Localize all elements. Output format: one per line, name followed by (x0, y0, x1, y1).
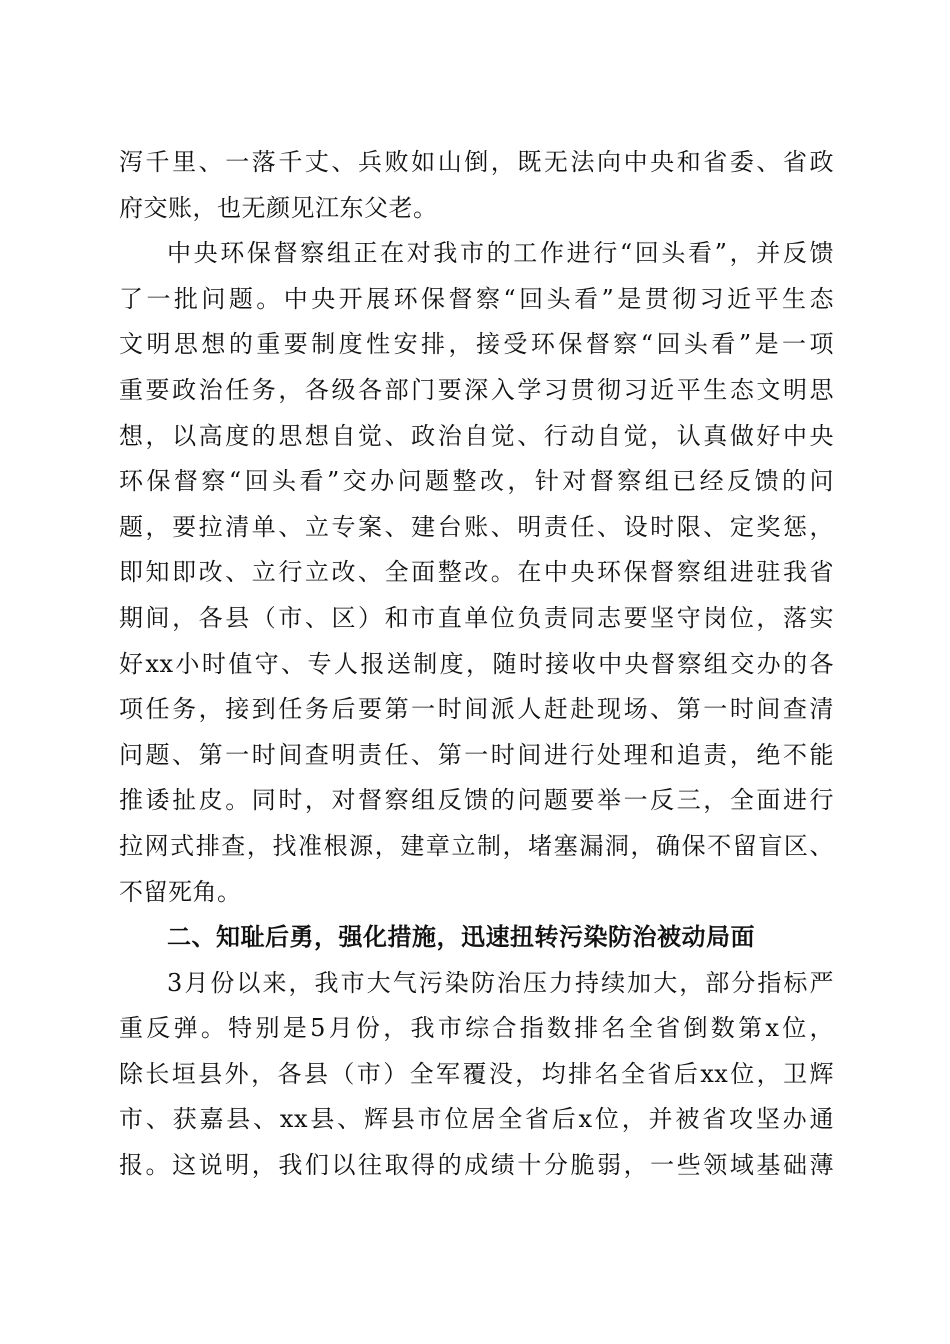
text-line: 市、获嘉县、xx县、辉县市位居全省后x位，并被省攻坚办通 (119, 1105, 834, 1134)
text-line: 不留死角。 (119, 877, 242, 906)
text-line: 拉网式排查，找准根源，建章立制，堵塞漏洞，确保不留盲区、 (119, 831, 834, 860)
text-line: 府交账，也无颜见江东父老。 (119, 193, 438, 222)
document-body (119, 140, 834, 1189)
text-line: 除长垣县外，各县（市）全军覆没，均排名全省后xx位，卫辉 (119, 1059, 834, 1088)
text-line: 重反弹。特别是5月份，我市综合指数排名全省倒数第x位， (119, 1014, 834, 1043)
text-line: 推诿扯皮。同时，对督察组反馈的问题要举一反三，全面进行 (119, 786, 834, 815)
paragraph (119, 231, 834, 915)
text-line: 想，以高度的思想自觉、政治自觉、行动自觉，认真做好中央 (119, 421, 834, 450)
text-line: 即知即改、立行立改、全面整改。在中央环保督察组进驻我省 (119, 558, 834, 587)
text-line: 好xx小时值守、专人报送制度，随时接收中央督察组交办的各 (119, 649, 834, 678)
text-line: 项任务，接到任务后要第一时间派人赶赴现场、第一时间查清 (119, 695, 834, 724)
text-line: 了一批问题。中央开展环保督察“回头看”是贯彻习近平生态 (119, 284, 834, 313)
paragraph (119, 961, 834, 1189)
text-line: 问题、第一时间查明责任、第一时间进行处理和追责，绝不能 (119, 740, 834, 769)
text-line: 泻千里、一落千丈、兵败如山倒，既无法向中央和省委、省政 (119, 148, 834, 176)
text-line: 重要政治任务，各级各部门要深入学习贯彻习近平生态文明思 (119, 375, 834, 404)
section-heading: 二、知耻后勇，强化措施，迅速扭转污染防治被动局面 (167, 923, 755, 952)
text-line: 环保督察“回头看”交办问题整改，针对督察组已经反馈的问 (119, 467, 834, 496)
text-line: 中央环保督察组正在对我市的工作进行“回头看”，并反馈 (167, 239, 834, 268)
paragraph (119, 140, 834, 231)
text-line: 3月份以来，我市大气污染防治压力持续加大，部分指标严 (167, 968, 834, 997)
text-line: 文明思想的重要制度性安排，接受环保督察“回头看”是一项 (119, 330, 834, 359)
text-line: 题，要拉清单、立专案、建台账、明责任、设时限、定奖惩， (119, 512, 834, 541)
text-line: 期间，各县（市、区）和市直单位负责同志要坚守岗位，落实 (119, 603, 834, 632)
text-line: 报。这说明，我们以往取得的成绩十分脆弱，一些领域基础薄 (119, 1151, 834, 1180)
